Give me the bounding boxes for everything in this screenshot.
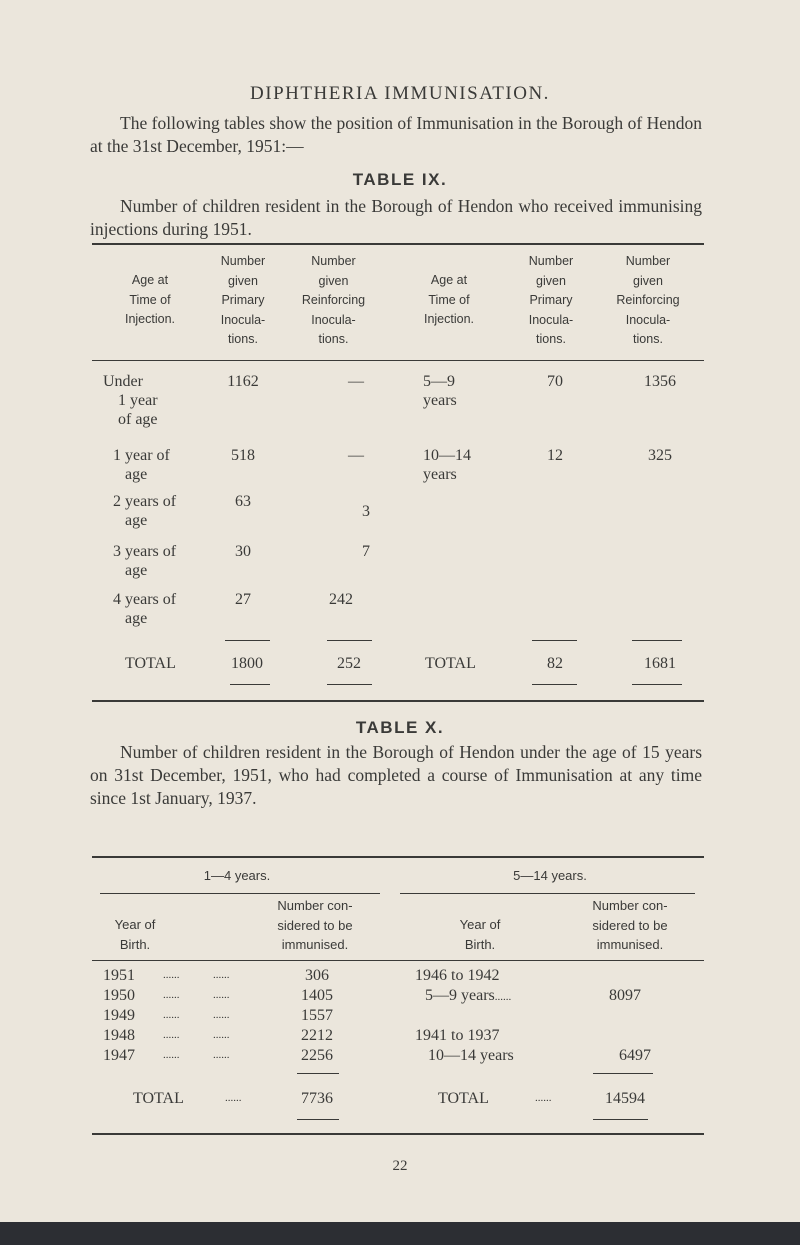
t9-left-row-2-age: 1 year of age (113, 447, 170, 483)
t10-right-row-2-value: 6497 (619, 1047, 651, 1064)
table-9-heading: TABLE IX. (352, 170, 448, 189)
t9-header-age-left: Age at Time of Injection. (124, 273, 176, 326)
t9-rule (230, 684, 270, 685)
t9-left-row-1-age: Under 1 year of age (103, 373, 158, 428)
t10-rule (297, 1119, 339, 1120)
t10-header-year-right: Year of Birth. (459, 917, 501, 952)
scan-edge (0, 1222, 800, 1245)
t9-left-row-2-primary: 518 (231, 447, 255, 464)
t9-right-row-2-reinforcing: 325 (648, 447, 672, 464)
t10-right-row-1-range: 5—9 years...... (425, 987, 512, 1004)
t10-leader: ...... (163, 1029, 180, 1041)
t10-left-row-2-year: 1950 (103, 987, 135, 1004)
t9-right-row-2-age: 10—14 years (423, 447, 471, 483)
t9-total-label-right: TOTAL (425, 655, 476, 672)
t9-left-row-3-age: 2 years of age (113, 493, 177, 529)
t9-right-row-2-primary: 12 (547, 447, 563, 464)
t9-total-label-left: TOTAL (125, 655, 176, 672)
t9-left-row-4-age: 3 years of age (113, 543, 177, 579)
t9-rule (532, 684, 577, 685)
t10-total-right: 14594 (605, 1090, 645, 1107)
t9-left-row-3-primary: 63 (235, 493, 251, 510)
t10-left-row-3-value: 1557 (301, 1007, 333, 1024)
table-9-caption: Number of children resident in the Borough of Hendon who received immunising injections during 1951. (90, 196, 702, 239)
t10-total-left: 7736 (301, 1090, 333, 1107)
t9-left-row-5-primary: 27 (235, 591, 251, 608)
t10-leader: ...... (163, 1049, 180, 1061)
t10-rule (297, 1073, 339, 1074)
t10-left-row-4-year: 1948 (103, 1027, 135, 1044)
t10-left-row-5-year: 1947 (103, 1047, 135, 1064)
t10-leader: ...... (163, 969, 180, 981)
t10-left-row-4-value: 2212 (301, 1027, 333, 1044)
t9-header-reinforcing-right: Number given Reinforcing Inocula- tions. (616, 254, 680, 346)
t9-right-row-1-age: 5—9 years (423, 373, 457, 409)
table-10-bottom-rule (92, 1133, 704, 1135)
t9-left-row-3-reinforcing: 3 (362, 503, 370, 520)
t9-header-primary-right: Number given Primary Inocula- tions. (528, 254, 574, 346)
t10-rule (593, 1073, 653, 1074)
t10-right-row-1-value: 8097 (609, 987, 641, 1004)
t9-rule (327, 640, 372, 641)
t9-right-row-1-reinforcing: 1356 (644, 373, 676, 390)
t10-group-right: 5—14 years. (513, 868, 587, 883)
t9-header-primary-left: Number given Primary Inocula- tions. (220, 254, 266, 346)
t10-leader: ...... (163, 1009, 180, 1021)
t10-right-row-2-year: 1941 to 1937 (415, 1027, 500, 1044)
t10-rule (593, 1119, 648, 1120)
t9-left-row-1-reinforcing: — (348, 373, 364, 390)
t9-total-primary-left: 1800 (231, 655, 263, 672)
t9-total-reinforcing-right: 1681 (644, 655, 676, 672)
t10-total-label-left: TOTAL (133, 1090, 184, 1107)
t10-leader: ...... (213, 1029, 230, 1041)
t10-header-immunised-right: Number con- sidered to be immunised. (592, 898, 668, 952)
t9-left-row-5-reinforcing: 242 (329, 591, 353, 608)
t10-leader: ...... (213, 1009, 230, 1021)
t10-leader: ...... (163, 989, 180, 1001)
t10-header-year-left: Year of Birth. (114, 917, 156, 952)
t9-rule (632, 684, 682, 685)
t10-header-rule (92, 960, 704, 961)
table-9-bottom-rule (92, 700, 704, 702)
t10-leader: ...... (213, 969, 230, 981)
t10-left-row-2-value: 1405 (301, 987, 333, 1004)
t10-left-row-3-year: 1949 (103, 1007, 135, 1024)
t9-total-reinforcing-left: 252 (337, 655, 361, 672)
t10-right-row-2-range: 10—14 years (428, 1047, 514, 1064)
t10-group-rule-right (400, 893, 695, 894)
t9-left-row-2-reinforcing: — (348, 447, 364, 464)
t9-header-age-right: Age at Time of Injection. (423, 273, 475, 326)
t9-left-row-4-reinforcing: 7 (362, 543, 370, 560)
t9-rule (532, 640, 577, 641)
t10-leader: ...... (535, 1092, 552, 1104)
t9-header-rule (92, 360, 704, 361)
t10-left-row-5-value: 2256 (301, 1047, 333, 1064)
t9-total-primary-right: 82 (547, 655, 563, 672)
t9-rule (632, 640, 682, 641)
t9-left-row-5-age: 4 years of age (113, 591, 177, 627)
t9-rule (225, 640, 270, 641)
table-10-caption: Number of children resident in the Borough of Hendon under the age of 15 years on 31st December, 1951, who had completed a course of Immunisation at any time since 1st January, 1937. (90, 742, 702, 808)
t9-left-row-1-primary: 1162 (227, 373, 259, 390)
t10-right-row-1-year: 1946 to 1942 (415, 967, 500, 984)
table-10-top-rule (92, 856, 704, 858)
t9-left-row-4-primary: 30 (235, 543, 251, 560)
t10-group-left: 1—4 years. (203, 868, 271, 883)
table-9-top-rule (92, 243, 704, 245)
t10-header-immunised-left: Number con- sidered to be immunised. (277, 898, 353, 952)
t10-left-row-1-value: 306 (305, 967, 329, 984)
t10-total-label-right: TOTAL (438, 1090, 489, 1107)
page-number: 22 (392, 1158, 408, 1174)
t9-header-reinforcing-left: Number given Reinforcing Inocula- tions. (301, 254, 366, 346)
t10-leader: ...... (225, 1092, 242, 1104)
t10-group-rule-left (100, 893, 380, 894)
t10-left-row-1-year: 1951 (103, 967, 135, 984)
t9-rule (327, 684, 372, 685)
page-title: DIPHTHERIA IMMUNISATION. (250, 83, 550, 104)
t9-right-row-1-primary: 70 (547, 373, 563, 390)
intro-paragraph: The following tables show the position of Immunisation in the Borough of Hendon at the 31st December, 1951:— (90, 113, 702, 156)
t10-leader: ...... (213, 1049, 230, 1061)
table-10-heading: TABLE X. (355, 718, 445, 737)
t10-leader: ...... (213, 989, 230, 1001)
